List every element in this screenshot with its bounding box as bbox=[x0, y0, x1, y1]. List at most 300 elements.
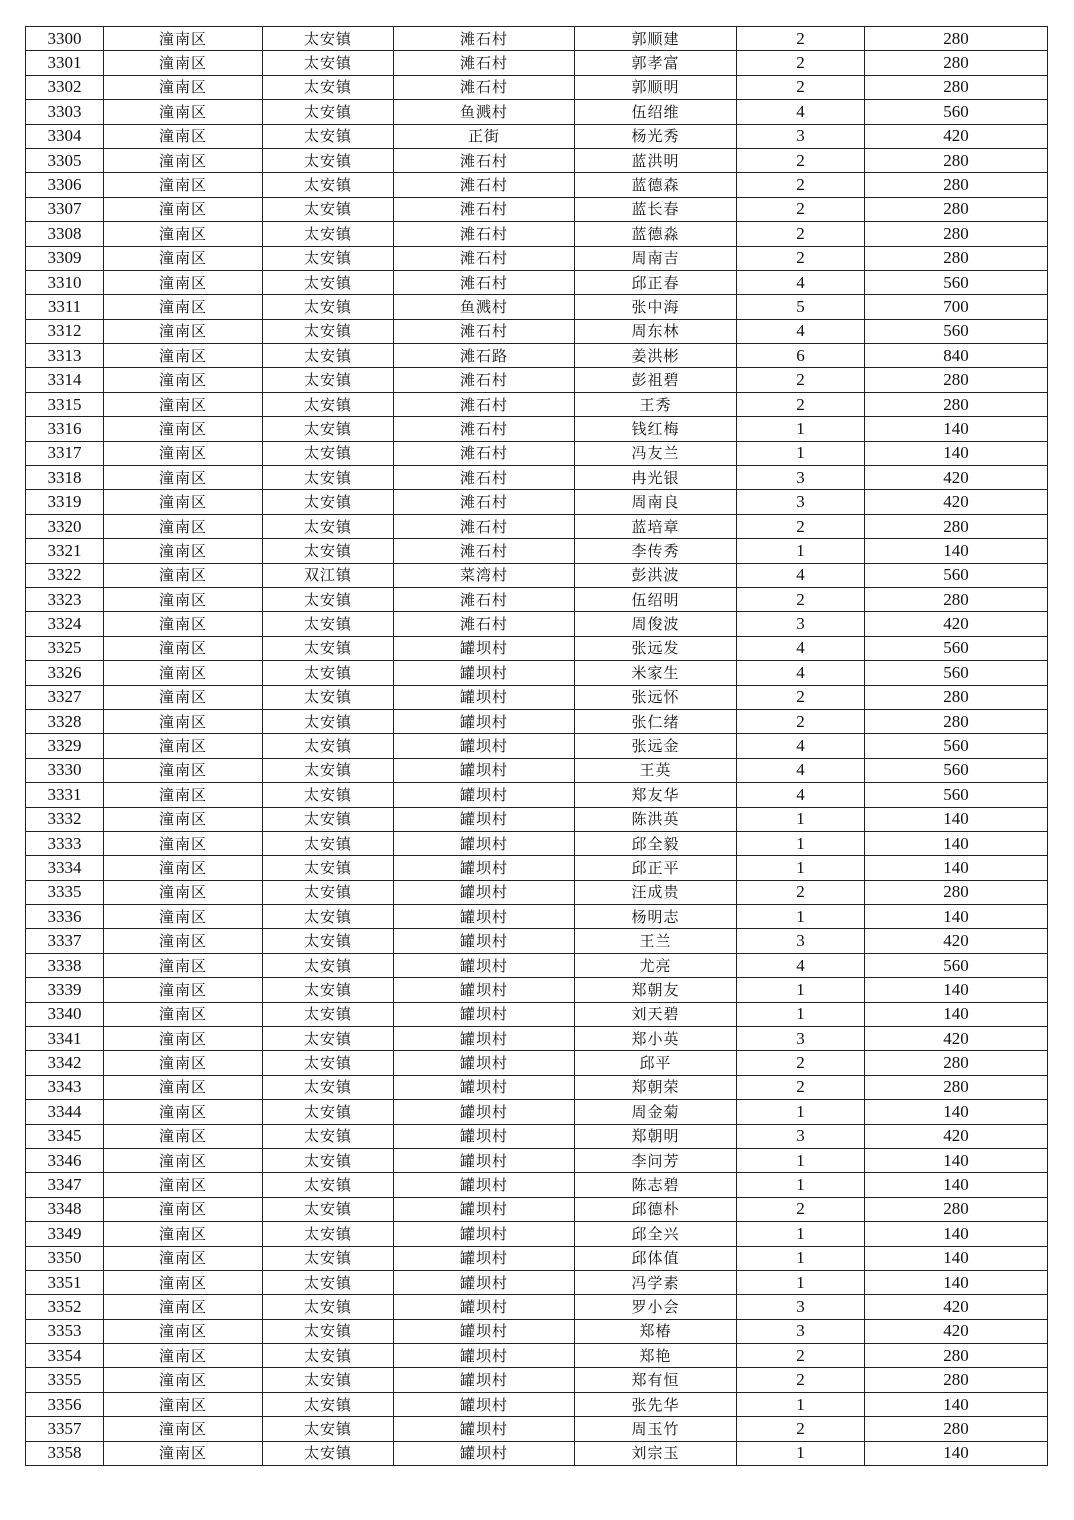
town-cell: 太安镇 bbox=[263, 831, 394, 855]
district-cell: 潼南区 bbox=[104, 734, 263, 758]
table-body bbox=[26, 27, 1048, 1466]
table-row bbox=[26, 295, 1048, 319]
row-number-cell: 3323 bbox=[26, 587, 104, 611]
row-number-cell: 3341 bbox=[26, 1027, 104, 1051]
district-cell: 潼南区 bbox=[104, 1027, 263, 1051]
row-number-cell: 3326 bbox=[26, 661, 104, 685]
district-cell: 潼南区 bbox=[104, 831, 263, 855]
name-cell: 郑艳 bbox=[575, 1344, 737, 1368]
name-cell: 郑朝荣 bbox=[575, 1075, 737, 1099]
table-row bbox=[26, 1124, 1048, 1148]
row-number-cell: 3338 bbox=[26, 953, 104, 977]
table-row bbox=[26, 1051, 1048, 1075]
district-cell: 潼南区 bbox=[104, 905, 263, 929]
table-row bbox=[26, 124, 1048, 148]
town-cell: 太安镇 bbox=[263, 953, 394, 977]
count-cell: 2 bbox=[737, 709, 865, 733]
district-cell: 潼南区 bbox=[104, 1197, 263, 1221]
name-cell: 杨光秀 bbox=[575, 124, 737, 148]
count-cell: 4 bbox=[737, 734, 865, 758]
table-row bbox=[26, 1222, 1048, 1246]
count-cell: 4 bbox=[737, 319, 865, 343]
village-cell: 罐坝村 bbox=[394, 709, 575, 733]
count-cell: 2 bbox=[737, 1344, 865, 1368]
amount-cell: 140 bbox=[865, 807, 1048, 831]
amount-cell: 560 bbox=[865, 100, 1048, 124]
village-cell: 罐坝村 bbox=[394, 1173, 575, 1197]
name-cell: 蓝德森 bbox=[575, 173, 737, 197]
name-cell: 郭顺建 bbox=[575, 27, 737, 51]
district-cell: 潼南区 bbox=[104, 929, 263, 953]
district-cell: 潼南区 bbox=[104, 1417, 263, 1441]
row-number-cell: 3340 bbox=[26, 1002, 104, 1026]
village-cell: 罐坝村 bbox=[394, 1392, 575, 1416]
amount-cell: 420 bbox=[865, 1319, 1048, 1343]
amount-cell: 140 bbox=[865, 1173, 1048, 1197]
village-cell: 罐坝村 bbox=[394, 1222, 575, 1246]
count-cell: 2 bbox=[737, 392, 865, 416]
amount-cell: 560 bbox=[865, 734, 1048, 758]
village-cell: 罐坝村 bbox=[394, 1002, 575, 1026]
count-cell: 2 bbox=[737, 222, 865, 246]
town-cell: 太安镇 bbox=[263, 734, 394, 758]
name-cell: 周东林 bbox=[575, 319, 737, 343]
village-cell: 罐坝村 bbox=[394, 1295, 575, 1319]
name-cell: 张远怀 bbox=[575, 685, 737, 709]
village-cell: 罐坝村 bbox=[394, 661, 575, 685]
village-cell: 罐坝村 bbox=[394, 1027, 575, 1051]
amount-cell: 140 bbox=[865, 856, 1048, 880]
name-cell: 钱红梅 bbox=[575, 417, 737, 441]
name-cell: 邱德朴 bbox=[575, 1197, 737, 1221]
district-cell: 潼南区 bbox=[104, 783, 263, 807]
row-number-cell: 3344 bbox=[26, 1100, 104, 1124]
amount-cell: 280 bbox=[865, 1051, 1048, 1075]
table-row bbox=[26, 1392, 1048, 1416]
name-cell: 邱正春 bbox=[575, 270, 737, 294]
table-row bbox=[26, 368, 1048, 392]
village-cell: 罐坝村 bbox=[394, 929, 575, 953]
row-number-cell: 3319 bbox=[26, 490, 104, 514]
count-cell: 3 bbox=[737, 1124, 865, 1148]
town-cell: 太安镇 bbox=[263, 1368, 394, 1392]
village-cell: 滩石村 bbox=[394, 51, 575, 75]
town-cell: 太安镇 bbox=[263, 929, 394, 953]
village-cell: 鱼溅村 bbox=[394, 100, 575, 124]
name-cell: 王秀 bbox=[575, 392, 737, 416]
name-cell: 张中海 bbox=[575, 295, 737, 319]
count-cell: 4 bbox=[737, 783, 865, 807]
village-cell: 滩石村 bbox=[394, 197, 575, 221]
table-row bbox=[26, 441, 1048, 465]
village-cell: 罐坝村 bbox=[394, 758, 575, 782]
table-row bbox=[26, 1441, 1048, 1465]
count-cell: 4 bbox=[737, 563, 865, 587]
amount-cell: 140 bbox=[865, 978, 1048, 1002]
name-cell: 王兰 bbox=[575, 929, 737, 953]
count-cell: 2 bbox=[737, 1368, 865, 1392]
name-cell: 李传秀 bbox=[575, 539, 737, 563]
name-cell: 张远发 bbox=[575, 636, 737, 660]
table-row bbox=[26, 1270, 1048, 1294]
district-cell: 潼南区 bbox=[104, 1344, 263, 1368]
name-cell: 冯友兰 bbox=[575, 441, 737, 465]
amount-cell: 560 bbox=[865, 758, 1048, 782]
amount-cell: 420 bbox=[865, 1027, 1048, 1051]
name-cell: 伍绍明 bbox=[575, 587, 737, 611]
amount-cell: 140 bbox=[865, 905, 1048, 929]
town-cell: 太安镇 bbox=[263, 1051, 394, 1075]
name-cell: 彭洪波 bbox=[575, 563, 737, 587]
table-row bbox=[26, 490, 1048, 514]
name-cell: 汪成贵 bbox=[575, 880, 737, 904]
row-number-cell: 3317 bbox=[26, 441, 104, 465]
district-cell: 潼南区 bbox=[104, 539, 263, 563]
town-cell: 太安镇 bbox=[263, 1148, 394, 1172]
table-row bbox=[26, 51, 1048, 75]
table-row bbox=[26, 75, 1048, 99]
table-row bbox=[26, 709, 1048, 733]
amount-cell: 560 bbox=[865, 319, 1048, 343]
table-row bbox=[26, 148, 1048, 172]
row-number-cell: 3305 bbox=[26, 148, 104, 172]
town-cell: 太安镇 bbox=[263, 905, 394, 929]
row-number-cell: 3343 bbox=[26, 1075, 104, 1099]
district-cell: 潼南区 bbox=[104, 563, 263, 587]
row-number-cell: 3330 bbox=[26, 758, 104, 782]
amount-cell: 140 bbox=[865, 1246, 1048, 1270]
table-row bbox=[26, 563, 1048, 587]
town-cell: 太安镇 bbox=[263, 1441, 394, 1465]
district-cell: 潼南区 bbox=[104, 953, 263, 977]
count-cell: 3 bbox=[737, 1319, 865, 1343]
row-number-cell: 3301 bbox=[26, 51, 104, 75]
town-cell: 太安镇 bbox=[263, 417, 394, 441]
town-cell: 太安镇 bbox=[263, 1173, 394, 1197]
table-row bbox=[26, 587, 1048, 611]
row-number-cell: 3351 bbox=[26, 1270, 104, 1294]
name-cell: 伍绍维 bbox=[575, 100, 737, 124]
town-cell: 太安镇 bbox=[263, 587, 394, 611]
district-cell: 潼南区 bbox=[104, 246, 263, 270]
village-cell: 滩石村 bbox=[394, 319, 575, 343]
table-row bbox=[26, 953, 1048, 977]
district-cell: 潼南区 bbox=[104, 758, 263, 782]
village-cell: 罐坝村 bbox=[394, 1441, 575, 1465]
amount-cell: 280 bbox=[865, 1075, 1048, 1099]
district-cell: 潼南区 bbox=[104, 709, 263, 733]
district-cell: 潼南区 bbox=[104, 661, 263, 685]
row-number-cell: 3352 bbox=[26, 1295, 104, 1319]
row-number-cell: 3349 bbox=[26, 1222, 104, 1246]
row-number-cell: 3316 bbox=[26, 417, 104, 441]
count-cell: 2 bbox=[737, 173, 865, 197]
count-cell: 1 bbox=[737, 1270, 865, 1294]
data-table bbox=[25, 26, 1048, 1466]
count-cell: 3 bbox=[737, 490, 865, 514]
town-cell: 太安镇 bbox=[263, 539, 394, 563]
amount-cell: 280 bbox=[865, 709, 1048, 733]
amount-cell: 140 bbox=[865, 441, 1048, 465]
village-cell: 滩石村 bbox=[394, 270, 575, 294]
town-cell: 太安镇 bbox=[263, 1319, 394, 1343]
row-number-cell: 3345 bbox=[26, 1124, 104, 1148]
village-cell: 滩石村 bbox=[394, 75, 575, 99]
count-cell: 1 bbox=[737, 831, 865, 855]
count-cell: 2 bbox=[737, 148, 865, 172]
count-cell: 1 bbox=[737, 807, 865, 831]
table-row bbox=[26, 417, 1048, 441]
name-cell: 冯学素 bbox=[575, 1270, 737, 1294]
count-cell: 1 bbox=[737, 1100, 865, 1124]
count-cell: 2 bbox=[737, 514, 865, 538]
town-cell: 太安镇 bbox=[263, 612, 394, 636]
row-number-cell: 3346 bbox=[26, 1148, 104, 1172]
district-cell: 潼南区 bbox=[104, 75, 263, 99]
name-cell: 郑朝友 bbox=[575, 978, 737, 1002]
village-cell: 罐坝村 bbox=[394, 1344, 575, 1368]
count-cell: 2 bbox=[737, 1075, 865, 1099]
count-cell: 3 bbox=[737, 1027, 865, 1051]
amount-cell: 560 bbox=[865, 783, 1048, 807]
count-cell: 4 bbox=[737, 100, 865, 124]
row-number-cell: 3333 bbox=[26, 831, 104, 855]
district-cell: 潼南区 bbox=[104, 51, 263, 75]
district-cell: 潼南区 bbox=[104, 27, 263, 51]
district-cell: 潼南区 bbox=[104, 441, 263, 465]
name-cell: 罗小会 bbox=[575, 1295, 737, 1319]
district-cell: 潼南区 bbox=[104, 1002, 263, 1026]
row-number-cell: 3337 bbox=[26, 929, 104, 953]
amount-cell: 280 bbox=[865, 392, 1048, 416]
district-cell: 潼南区 bbox=[104, 1246, 263, 1270]
town-cell: 太安镇 bbox=[263, 709, 394, 733]
town-cell: 太安镇 bbox=[263, 978, 394, 1002]
village-cell: 罐坝村 bbox=[394, 905, 575, 929]
table-row bbox=[26, 1148, 1048, 1172]
table-row bbox=[26, 100, 1048, 124]
count-cell: 1 bbox=[737, 1392, 865, 1416]
amount-cell: 280 bbox=[865, 368, 1048, 392]
village-cell: 滩石村 bbox=[394, 392, 575, 416]
village-cell: 正街 bbox=[394, 124, 575, 148]
row-number-cell: 3348 bbox=[26, 1197, 104, 1221]
count-cell: 1 bbox=[737, 1148, 865, 1172]
amount-cell: 280 bbox=[865, 27, 1048, 51]
amount-cell: 420 bbox=[865, 929, 1048, 953]
table-row bbox=[26, 319, 1048, 343]
amount-cell: 420 bbox=[865, 124, 1048, 148]
count-cell: 2 bbox=[737, 880, 865, 904]
town-cell: 太安镇 bbox=[263, 27, 394, 51]
table-row bbox=[26, 612, 1048, 636]
row-number-cell: 3310 bbox=[26, 270, 104, 294]
village-cell: 罐坝村 bbox=[394, 953, 575, 977]
table-row bbox=[26, 978, 1048, 1002]
count-cell: 3 bbox=[737, 612, 865, 636]
village-cell: 滩石村 bbox=[394, 27, 575, 51]
name-cell: 周金菊 bbox=[575, 1100, 737, 1124]
village-cell: 滩石村 bbox=[394, 222, 575, 246]
village-cell: 滩石村 bbox=[394, 368, 575, 392]
count-cell: 2 bbox=[737, 685, 865, 709]
town-cell: 太安镇 bbox=[263, 783, 394, 807]
name-cell: 张先华 bbox=[575, 1392, 737, 1416]
count-cell: 3 bbox=[737, 1295, 865, 1319]
count-cell: 6 bbox=[737, 344, 865, 368]
town-cell: 太安镇 bbox=[263, 197, 394, 221]
town-cell: 太安镇 bbox=[263, 636, 394, 660]
name-cell: 邱平 bbox=[575, 1051, 737, 1075]
village-cell: 罐坝村 bbox=[394, 978, 575, 1002]
district-cell: 潼南区 bbox=[104, 1148, 263, 1172]
table-row bbox=[26, 1344, 1048, 1368]
village-cell: 罐坝村 bbox=[394, 783, 575, 807]
amount-cell: 420 bbox=[865, 612, 1048, 636]
row-number-cell: 3327 bbox=[26, 685, 104, 709]
name-cell: 邱全毅 bbox=[575, 831, 737, 855]
amount-cell: 280 bbox=[865, 148, 1048, 172]
row-number-cell: 3331 bbox=[26, 783, 104, 807]
data-table-container bbox=[25, 26, 1047, 1466]
amount-cell: 140 bbox=[865, 1100, 1048, 1124]
village-cell: 滩石村 bbox=[394, 587, 575, 611]
village-cell: 罐坝村 bbox=[394, 1368, 575, 1392]
town-cell: 太安镇 bbox=[263, 392, 394, 416]
district-cell: 潼南区 bbox=[104, 148, 263, 172]
village-cell: 滩石村 bbox=[394, 441, 575, 465]
name-cell: 周玉竹 bbox=[575, 1417, 737, 1441]
district-cell: 潼南区 bbox=[104, 417, 263, 441]
village-cell: 菜湾村 bbox=[394, 563, 575, 587]
amount-cell: 140 bbox=[865, 1441, 1048, 1465]
village-cell: 罐坝村 bbox=[394, 880, 575, 904]
name-cell: 蓝洪明 bbox=[575, 148, 737, 172]
name-cell: 周南良 bbox=[575, 490, 737, 514]
row-number-cell: 3306 bbox=[26, 173, 104, 197]
district-cell: 潼南区 bbox=[104, 490, 263, 514]
district-cell: 潼南区 bbox=[104, 124, 263, 148]
amount-cell: 420 bbox=[865, 466, 1048, 490]
district-cell: 潼南区 bbox=[104, 1270, 263, 1294]
district-cell: 潼南区 bbox=[104, 856, 263, 880]
row-number-cell: 3339 bbox=[26, 978, 104, 1002]
town-cell: 太安镇 bbox=[263, 222, 394, 246]
amount-cell: 560 bbox=[865, 563, 1048, 587]
district-cell: 潼南区 bbox=[104, 1222, 263, 1246]
row-number-cell: 3347 bbox=[26, 1173, 104, 1197]
town-cell: 双江镇 bbox=[263, 563, 394, 587]
count-cell: 1 bbox=[737, 1222, 865, 1246]
amount-cell: 280 bbox=[865, 246, 1048, 270]
count-cell: 2 bbox=[737, 368, 865, 392]
table-row bbox=[26, 1027, 1048, 1051]
village-cell: 罐坝村 bbox=[394, 685, 575, 709]
amount-cell: 560 bbox=[865, 953, 1048, 977]
district-cell: 潼南区 bbox=[104, 319, 263, 343]
table-row bbox=[26, 1368, 1048, 1392]
town-cell: 太安镇 bbox=[263, 1417, 394, 1441]
count-cell: 1 bbox=[737, 978, 865, 1002]
village-cell: 罐坝村 bbox=[394, 1270, 575, 1294]
count-cell: 2 bbox=[737, 27, 865, 51]
table-row bbox=[26, 1246, 1048, 1270]
name-cell: 周南吉 bbox=[575, 246, 737, 270]
table-row bbox=[26, 1319, 1048, 1343]
table-row bbox=[26, 27, 1048, 51]
table-row bbox=[26, 831, 1048, 855]
name-cell: 蓝培章 bbox=[575, 514, 737, 538]
row-number-cell: 3335 bbox=[26, 880, 104, 904]
town-cell: 太安镇 bbox=[263, 1392, 394, 1416]
town-cell: 太安镇 bbox=[263, 758, 394, 782]
amount-cell: 140 bbox=[865, 539, 1048, 563]
district-cell: 潼南区 bbox=[104, 270, 263, 294]
table-row bbox=[26, 197, 1048, 221]
amount-cell: 140 bbox=[865, 1392, 1048, 1416]
name-cell: 郑椿 bbox=[575, 1319, 737, 1343]
town-cell: 太安镇 bbox=[263, 148, 394, 172]
village-cell: 鱼溅村 bbox=[394, 295, 575, 319]
row-number-cell: 3304 bbox=[26, 124, 104, 148]
town-cell: 太安镇 bbox=[263, 661, 394, 685]
count-cell: 4 bbox=[737, 270, 865, 294]
table-row bbox=[26, 1100, 1048, 1124]
village-cell: 滩石村 bbox=[394, 612, 575, 636]
town-cell: 太安镇 bbox=[263, 1124, 394, 1148]
count-cell: 1 bbox=[737, 1441, 865, 1465]
amount-cell: 280 bbox=[865, 197, 1048, 221]
town-cell: 太安镇 bbox=[263, 124, 394, 148]
table-row bbox=[26, 661, 1048, 685]
row-number-cell: 3318 bbox=[26, 466, 104, 490]
amount-cell: 560 bbox=[865, 636, 1048, 660]
amount-cell: 420 bbox=[865, 490, 1048, 514]
town-cell: 太安镇 bbox=[263, 295, 394, 319]
row-number-cell: 3302 bbox=[26, 75, 104, 99]
name-cell: 郑有恒 bbox=[575, 1368, 737, 1392]
amount-cell: 280 bbox=[865, 1344, 1048, 1368]
town-cell: 太安镇 bbox=[263, 51, 394, 75]
village-cell: 罐坝村 bbox=[394, 807, 575, 831]
district-cell: 潼南区 bbox=[104, 1100, 263, 1124]
amount-cell: 280 bbox=[865, 173, 1048, 197]
count-cell: 2 bbox=[737, 1051, 865, 1075]
amount-cell: 700 bbox=[865, 295, 1048, 319]
name-cell: 李问芳 bbox=[575, 1148, 737, 1172]
village-cell: 罐坝村 bbox=[394, 1124, 575, 1148]
name-cell: 郑朝明 bbox=[575, 1124, 737, 1148]
town-cell: 太安镇 bbox=[263, 1344, 394, 1368]
town-cell: 太安镇 bbox=[263, 319, 394, 343]
row-number-cell: 3303 bbox=[26, 100, 104, 124]
village-cell: 罐坝村 bbox=[394, 1075, 575, 1099]
table-row bbox=[26, 1002, 1048, 1026]
village-cell: 罐坝村 bbox=[394, 1051, 575, 1075]
district-cell: 潼南区 bbox=[104, 1173, 263, 1197]
row-number-cell: 3350 bbox=[26, 1246, 104, 1270]
village-cell: 滩石路 bbox=[394, 344, 575, 368]
district-cell: 潼南区 bbox=[104, 587, 263, 611]
amount-cell: 280 bbox=[865, 1417, 1048, 1441]
village-cell: 罐坝村 bbox=[394, 734, 575, 758]
count-cell: 2 bbox=[737, 197, 865, 221]
count-cell: 3 bbox=[737, 466, 865, 490]
town-cell: 太安镇 bbox=[263, 1295, 394, 1319]
village-cell: 滩石村 bbox=[394, 148, 575, 172]
row-number-cell: 3300 bbox=[26, 27, 104, 51]
amount-cell: 280 bbox=[865, 587, 1048, 611]
